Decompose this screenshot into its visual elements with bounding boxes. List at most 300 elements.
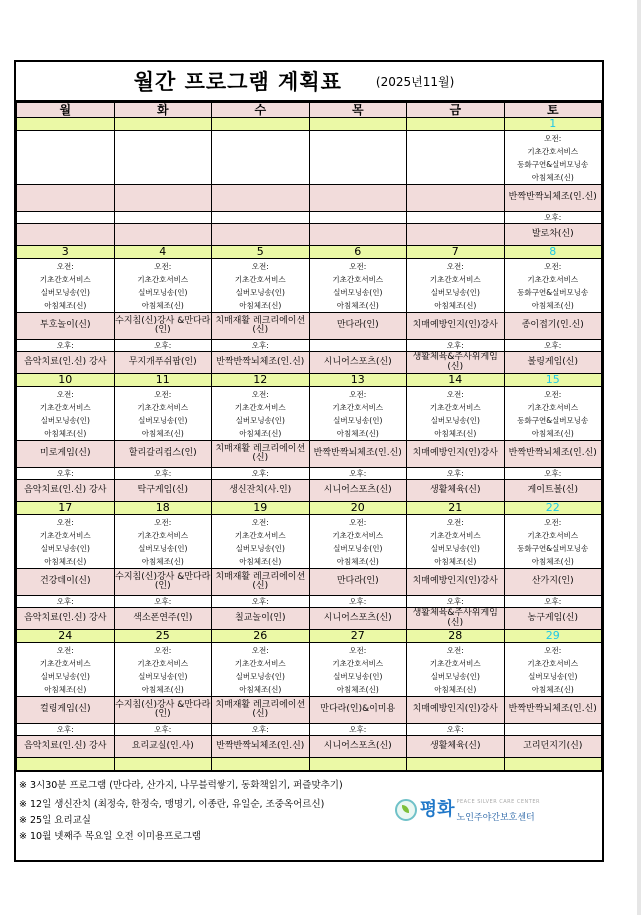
morning-item: 오전:: [251, 645, 269, 655]
program-1: 투호놀이(신): [17, 313, 115, 340]
program-2: 생활체육(신): [407, 736, 505, 758]
morning-item: 실버모닝송(인): [430, 287, 480, 297]
afternoon-label: 오후:: [504, 340, 602, 352]
afternoon-label: [17, 212, 115, 224]
morning-item: 오전:: [446, 645, 464, 655]
day-date: 5: [212, 246, 310, 259]
program-1: 할리갈리컵스(인): [114, 441, 212, 468]
morning-item: 실버모닝송(인): [138, 543, 188, 553]
program-2: 고리던지기(신): [504, 736, 602, 758]
leaf-logo-icon: [395, 799, 417, 821]
day-date: [407, 118, 505, 131]
afternoon-label: 오후:: [407, 340, 505, 352]
morning-schedule: [17, 515, 115, 569]
morning-item: 기초간호서비스: [429, 402, 481, 412]
program-1: 만다라(인): [309, 569, 407, 596]
morning-item: 기초간호서비스: [332, 402, 384, 412]
afternoon-label: [114, 212, 212, 224]
program-1: 미로게임(신): [17, 441, 115, 468]
morning-item: 오전:: [544, 261, 562, 271]
morning-item: 동화구연&실버모닝송: [517, 287, 589, 297]
program-1: 치매예방인지(인)강사: [407, 313, 505, 340]
morning-item: 오전:: [544, 645, 562, 655]
morning-item: 기초간호서비스: [234, 530, 286, 540]
note: ※ 25일 요리교실: [19, 815, 91, 826]
afternoon-label-row: [17, 596, 602, 608]
afternoon-label: 오후:: [114, 340, 212, 352]
page-subtitle: (2025년11월): [375, 74, 455, 89]
morning-item: 실버모닝송(인): [430, 671, 480, 681]
morning-item: 오전:: [251, 261, 269, 271]
empty-cell: [17, 758, 115, 771]
morning-item: 기초간호서비스: [429, 658, 481, 668]
day-date: 10: [17, 374, 115, 387]
program-2: 시니어스포츠(신): [309, 608, 407, 630]
afternoon-label: 오후:: [212, 468, 310, 480]
program-1: 수지침(신)강사 &만다라(인): [114, 569, 212, 596]
morning-schedule: [212, 131, 310, 185]
program-1: 치매재활 레크리에이션(신): [212, 441, 310, 468]
morning-item: 아침체조(신): [531, 428, 574, 438]
morning-item: 실버모닝송(인): [528, 671, 578, 681]
weekday-5: 토: [504, 103, 602, 118]
afternoon-label: [309, 340, 407, 352]
program-2: 음악치료(인.신) 강사: [17, 736, 115, 758]
afternoon-label: 오후:: [407, 468, 505, 480]
empty-cell: [114, 758, 212, 771]
program-row-1: [17, 697, 602, 724]
weekday-header: [17, 103, 602, 118]
afternoon-label: 오후:: [212, 724, 310, 736]
day-date: [212, 118, 310, 131]
morning-item: 실버모닝송(인): [430, 543, 480, 553]
morning-item: 기초간호서비스: [234, 274, 286, 284]
date-row: [17, 374, 602, 387]
morning-schedule: [309, 515, 407, 569]
morning-item: 아침체조(신): [141, 300, 184, 310]
morning-schedule: [407, 131, 505, 185]
weekday-3: 목: [309, 103, 407, 118]
date-row: [17, 246, 602, 259]
morning-item: 아침체조(신): [434, 428, 477, 438]
program-1: 컬링게임(신): [17, 697, 115, 724]
page-title: 월간 프로그램 계획표: [133, 70, 342, 94]
morning-item: 실버모닝송(인): [235, 671, 285, 681]
program-1: 만다라(인): [309, 313, 407, 340]
monthly-schedule: [14, 60, 604, 862]
morning-schedule: [309, 131, 407, 185]
morning-item: 아침체조(신): [531, 172, 574, 182]
morning-schedule: [212, 643, 310, 697]
program-2: 생활체육&주사위게임(신): [407, 608, 505, 630]
morning-schedule: [17, 259, 115, 313]
morning-schedule: [114, 387, 212, 441]
morning-schedule: [407, 515, 505, 569]
morning-item: 실버모닝송(인): [40, 543, 90, 553]
weekday-1: 화: [114, 103, 212, 118]
program-2: 색소폰연주(인): [114, 608, 212, 630]
day-date: 27: [309, 630, 407, 643]
program-1: 만다라(인)&이미용: [309, 697, 407, 724]
program-row-2: [17, 352, 602, 374]
morning-item: 기초간호서비스: [429, 530, 481, 540]
morning-item: 실버모닝송(인): [138, 287, 188, 297]
morning-item: 아침체조(신): [531, 684, 574, 694]
empty-row: [17, 758, 602, 771]
logo-english: PEACE SILVER CARE CENTER: [456, 799, 540, 805]
program-2: 생활체육(신): [407, 480, 505, 502]
morning-row: [17, 515, 602, 569]
program-2: 음악치료(인.신) 강사: [17, 608, 115, 630]
day-date: 21: [407, 502, 505, 515]
morning-item: 동화구연&실버모닝송: [517, 415, 589, 425]
afternoon-label: 오후:: [504, 212, 602, 224]
day-date: 3: [17, 246, 115, 259]
morning-schedule: [504, 131, 602, 185]
program-2: [407, 224, 505, 246]
morning-item: 오전:: [446, 261, 464, 271]
morning-schedule: [114, 643, 212, 697]
afternoon-label: 오후:: [114, 724, 212, 736]
program-1: [407, 185, 505, 212]
morning-item: 아침체조(신): [434, 556, 477, 566]
morning-item: 아침체조(신): [336, 684, 379, 694]
morning-item: 기초간호서비스: [527, 402, 579, 412]
morning-schedule: [504, 387, 602, 441]
morning-item: 기초간호서비스: [39, 530, 91, 540]
program-1: 반짝반짝뇌체조(인.신): [504, 441, 602, 468]
morning-item: 오전:: [544, 517, 562, 527]
morning-item: 아침체조(신): [44, 428, 87, 438]
morning-item: 실버모닝송(인): [430, 415, 480, 425]
program-row-1: [17, 441, 602, 468]
note: ※ 12일 생신잔치 (최정숙, 한정숙, 맹명기, 이종란, 유일순, 조중옥어르신): [19, 799, 325, 810]
morning-item: 아침체조(신): [336, 556, 379, 566]
morning-schedule: [309, 387, 407, 441]
program-2: 발로차(신): [504, 224, 602, 246]
program-2: 시니어스포츠(신): [309, 352, 407, 374]
day-date: 4: [114, 246, 212, 259]
notes: [16, 771, 602, 860]
program-row-1: [17, 185, 602, 212]
program-1: 치매재활 레크리에이션(신): [212, 697, 310, 724]
morning-item: 기초간호서비스: [137, 274, 189, 284]
morning-item: 아침체조(신): [434, 300, 477, 310]
program-1: [114, 185, 212, 212]
afternoon-label-row: [17, 468, 602, 480]
afternoon-label: 오후:: [17, 340, 115, 352]
afternoon-label: [407, 212, 505, 224]
morning-item: 오전:: [56, 389, 74, 399]
program-2: 농구게임(신): [504, 608, 602, 630]
morning-item: 기초간호서비스: [234, 402, 286, 412]
day-date: 11: [114, 374, 212, 387]
day-date: 17: [17, 502, 115, 515]
morning-item: 오전:: [544, 389, 562, 399]
morning-schedule: [17, 387, 115, 441]
morning-item: 오전:: [544, 133, 562, 143]
afternoon-label: [504, 724, 602, 736]
day-date: 18: [114, 502, 212, 515]
program-row-1: [17, 313, 602, 340]
program-1: 종이접기(인.신): [504, 313, 602, 340]
morning-item: 기초간호서비스: [527, 274, 579, 284]
morning-item: 실버모닝송(인): [333, 543, 383, 553]
morning-item: 실버모닝송(인): [235, 287, 285, 297]
day-date: 14: [407, 374, 505, 387]
day-date: 22: [504, 502, 602, 515]
morning-item: 오전:: [349, 261, 367, 271]
empty-cell: [504, 758, 602, 771]
empty-cell: [212, 758, 310, 771]
afternoon-label: 오후:: [407, 596, 505, 608]
date-row: [17, 118, 602, 131]
day-date: 1: [504, 118, 602, 131]
program-1: 반짝반짝뇌체조(인.신): [504, 185, 602, 212]
morning-schedule: [504, 643, 602, 697]
morning-schedule: [114, 515, 212, 569]
day-date: 6: [309, 246, 407, 259]
morning-item: 기초간호서비스: [527, 658, 579, 668]
program-2: 시니어스포츠(신): [309, 480, 407, 502]
program-1: 반짝반짝뇌체조(인.신): [504, 697, 602, 724]
note: ※ 10월 넷째주 목요일 오전 이미용프로그램: [19, 831, 201, 842]
program-1: 산가지(인): [504, 569, 602, 596]
program-row-2: [17, 480, 602, 502]
morning-schedule: [212, 259, 310, 313]
morning-item: 기초간호서비스: [332, 274, 384, 284]
page-edge: [637, 0, 641, 915]
afternoon-label-row: [17, 212, 602, 224]
program-1: 반짝반짝뇌체조(인.신): [309, 441, 407, 468]
morning-item: 기초간호서비스: [137, 658, 189, 668]
weekday-0: 월: [17, 103, 115, 118]
afternoon-label: 오후:: [114, 468, 212, 480]
program-2: 음악치료(인.신) 강사: [17, 352, 115, 374]
morning-schedule: [114, 131, 212, 185]
day-date: 25: [114, 630, 212, 643]
morning-item: 기초간호서비스: [39, 402, 91, 412]
morning-item: 실버모닝송(인): [138, 415, 188, 425]
day-date: 20: [309, 502, 407, 515]
day-date: 28: [407, 630, 505, 643]
morning-item: 오전:: [251, 517, 269, 527]
program-2: 시니어스포츠(신): [309, 736, 407, 758]
day-date: 24: [17, 630, 115, 643]
morning-item: 아침체조(신): [239, 684, 282, 694]
program-row-2: [17, 608, 602, 630]
program-1: 치매재활 레크리에이션(신): [212, 569, 310, 596]
program-2: 무지개푸쉬팝(인): [114, 352, 212, 374]
afternoon-label: 오후:: [309, 596, 407, 608]
day-date: 7: [407, 246, 505, 259]
morning-item: 오전:: [56, 261, 74, 271]
morning-item: 아침체조(신): [434, 684, 477, 694]
program-1: [309, 185, 407, 212]
morning-item: 오전:: [251, 389, 269, 399]
day-date: [17, 118, 115, 131]
program-2: 생활체육&주사위게임(신): [407, 352, 505, 374]
day-date: [114, 118, 212, 131]
program-2: 반짝반짝뇌체조(인.신): [212, 736, 310, 758]
morning-item: 기초간호서비스: [332, 530, 384, 540]
morning-item: 아침체조(신): [239, 300, 282, 310]
program-1: [212, 185, 310, 212]
program-2: 칠교놀이(인): [212, 608, 310, 630]
day-date: 8: [504, 246, 602, 259]
morning-schedule: [504, 515, 602, 569]
morning-item: 동화구연&실버모닝송: [517, 159, 589, 169]
morning-schedule: [309, 643, 407, 697]
morning-item: 기초간호서비스: [39, 274, 91, 284]
afternoon-label: 오후:: [504, 596, 602, 608]
afternoon-label: 오후:: [114, 596, 212, 608]
morning-item: 아침체조(신): [239, 428, 282, 438]
morning-item: 아침체조(신): [141, 428, 184, 438]
logo-name: 평화: [419, 799, 455, 820]
program-2: [212, 224, 310, 246]
program-1: 수지침(신)강사 &만다라(인): [114, 697, 212, 724]
day-date: 26: [212, 630, 310, 643]
morning-item: 실버모닝송(인): [235, 415, 285, 425]
morning-item: 오전:: [154, 645, 172, 655]
morning-item: 오전:: [56, 645, 74, 655]
morning-item: 실버모닝송(인): [40, 287, 90, 297]
program-1: [17, 185, 115, 212]
program-2: 볼링게임(신): [504, 352, 602, 374]
morning-item: 오전:: [154, 517, 172, 527]
day-date: 19: [212, 502, 310, 515]
day-date: 12: [212, 374, 310, 387]
day-date: 13: [309, 374, 407, 387]
program-2: [17, 224, 115, 246]
afternoon-label-row: [17, 724, 602, 736]
morning-item: 아침체조(신): [44, 300, 87, 310]
morning-item: 아침체조(신): [336, 300, 379, 310]
calendar-table: [16, 102, 602, 771]
morning-item: 동화구연&실버모닝송: [517, 543, 589, 553]
program-2: 게이트볼(신): [504, 480, 602, 502]
weekday-2: 수: [212, 103, 310, 118]
morning-item: 아침체조(신): [44, 556, 87, 566]
program-row-2: [17, 224, 602, 246]
morning-schedule: [114, 259, 212, 313]
morning-item: 기초간호서비스: [137, 402, 189, 412]
afternoon-label: 오후:: [504, 468, 602, 480]
morning-item: 기초간호서비스: [332, 658, 384, 668]
afternoon-label: 오후:: [407, 724, 505, 736]
morning-schedule: [309, 259, 407, 313]
morning-item: 기초간호서비스: [527, 530, 579, 540]
program-1: 수지침(신)강사 &만다라(인): [114, 313, 212, 340]
morning-item: 실버모닝송(인): [333, 671, 383, 681]
logo-korean: 노인주야간보호센터: [456, 813, 535, 823]
morning-item: 아침체조(신): [531, 300, 574, 310]
morning-item: 실버모닝송(인): [333, 415, 383, 425]
morning-item: 아침체조(신): [141, 556, 184, 566]
morning-item: 오전:: [154, 261, 172, 271]
empty-cell: [407, 758, 505, 771]
program-1: 치매예방인지(인)강사: [407, 441, 505, 468]
morning-item: 기초간호서비스: [527, 146, 579, 156]
morning-item: 오전:: [349, 517, 367, 527]
date-row: [17, 630, 602, 643]
morning-row: [17, 387, 602, 441]
morning-item: 아침체조(신): [44, 684, 87, 694]
morning-schedule: [17, 131, 115, 185]
afternoon-label: 오후:: [17, 596, 115, 608]
morning-item: 실버모닝송(인): [333, 287, 383, 297]
center-logo: [395, 794, 540, 826]
morning-item: 오전:: [446, 389, 464, 399]
empty-cell: [309, 758, 407, 771]
morning-item: 오전:: [349, 645, 367, 655]
program-2: 요리교실(인.사): [114, 736, 212, 758]
program-1: 치매예방인지(인)강사: [407, 569, 505, 596]
morning-item: 실버모닝송(인): [138, 671, 188, 681]
morning-item: 오전:: [154, 389, 172, 399]
morning-item: 기초간호서비스: [39, 658, 91, 668]
program-2: 생신잔치(사.인): [212, 480, 310, 502]
program-row-1: [17, 569, 602, 596]
afternoon-label: 오후:: [212, 596, 310, 608]
afternoon-label: 오후:: [17, 724, 115, 736]
program-2: [309, 224, 407, 246]
morning-item: 실버모닝송(인): [40, 671, 90, 681]
program-2: 음악치료(인.신) 강사: [17, 480, 115, 502]
morning-row: [17, 643, 602, 697]
date-row: [17, 502, 602, 515]
day-date: 15: [504, 374, 602, 387]
program-1: 치매예방인지(인)강사: [407, 697, 505, 724]
program-row-2: [17, 736, 602, 758]
afternoon-label: [212, 212, 310, 224]
afternoon-label: [309, 212, 407, 224]
morning-item: 오전:: [349, 389, 367, 399]
morning-item: 실버모닝송(인): [235, 543, 285, 553]
afternoon-label: 오후:: [212, 340, 310, 352]
morning-item: 아침체조(신): [336, 428, 379, 438]
morning-schedule: [17, 643, 115, 697]
morning-row: [17, 131, 602, 185]
morning-item: 아침체조(신): [531, 556, 574, 566]
morning-schedule: [212, 387, 310, 441]
morning-item: 아침체조(신): [141, 684, 184, 694]
morning-item: 기초간호서비스: [429, 274, 481, 284]
afternoon-label: 오후:: [309, 724, 407, 736]
afternoon-label: 오후:: [309, 468, 407, 480]
morning-item: 기초간호서비스: [137, 530, 189, 540]
morning-schedule: [407, 643, 505, 697]
program-1: 건강데이(신): [17, 569, 115, 596]
morning-item: 아침체조(신): [239, 556, 282, 566]
morning-item: 실버모닝송(인): [40, 415, 90, 425]
note: ※ 3시30분 프로그램 (만다라, 산가지, 나무블럭쌓기, 동화책읽기, 퍼즐맞추기): [19, 780, 343, 791]
afternoon-label-row: [17, 340, 602, 352]
day-date: [309, 118, 407, 131]
day-date: 29: [504, 630, 602, 643]
morning-schedule: [504, 259, 602, 313]
morning-schedule: [212, 515, 310, 569]
morning-schedule: [407, 259, 505, 313]
weekday-4: 금: [407, 103, 505, 118]
morning-item: 오전:: [56, 517, 74, 527]
morning-item: 오전:: [446, 517, 464, 527]
morning-schedule: [407, 387, 505, 441]
morning-row: [17, 259, 602, 313]
program-1: 치매재활 레크리에이션(신): [212, 313, 310, 340]
program-2: [114, 224, 212, 246]
